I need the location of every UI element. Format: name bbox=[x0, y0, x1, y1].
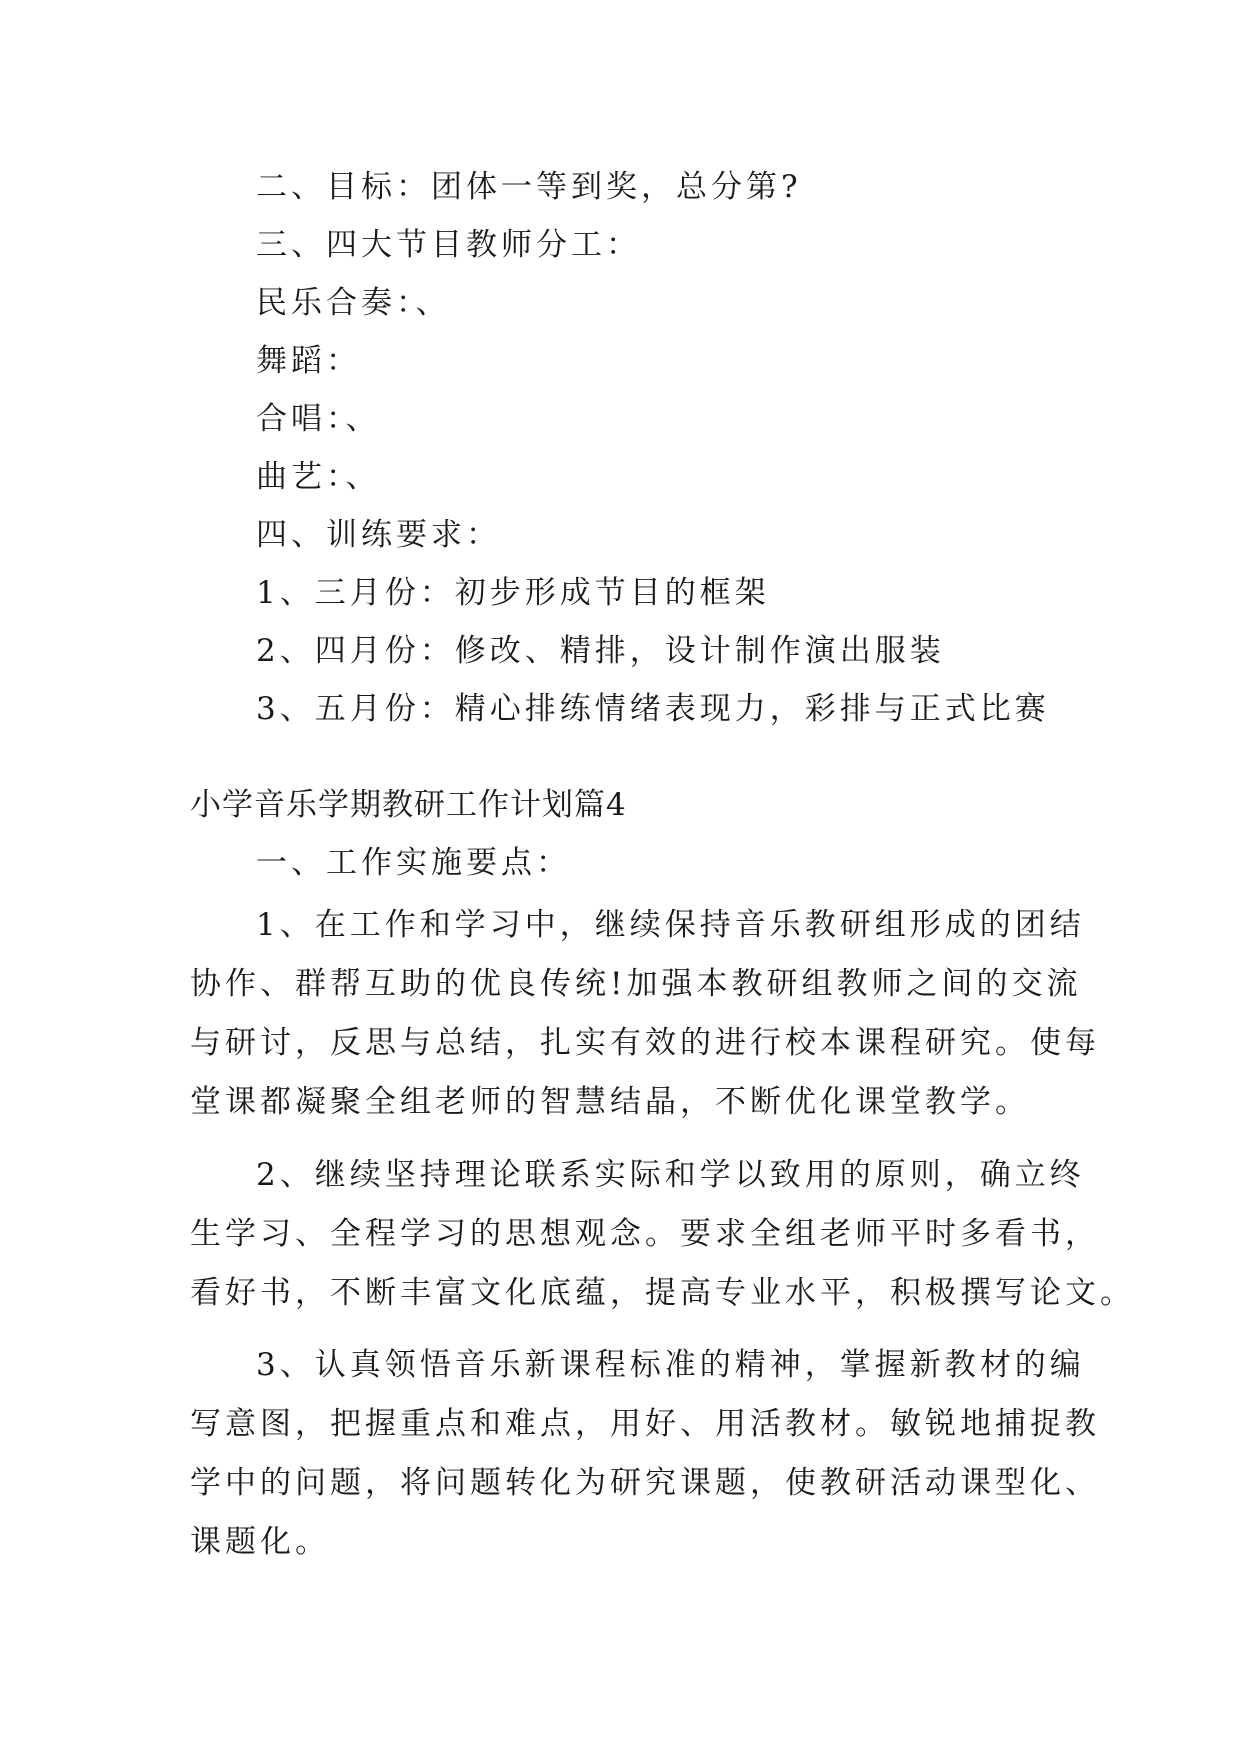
paragraph-line: 堂课都凝聚全组老师的智慧结晶，不断优化课堂教学。 bbox=[190, 1084, 1030, 1120]
paragraph-line: 1、在工作和学习中，继续保持音乐教研组形成的团结 bbox=[256, 907, 1085, 943]
training-heading: 四、训练要求： bbox=[256, 517, 501, 553]
training-item: 1、三月份：初步形成节目的框架 bbox=[256, 575, 770, 611]
division-item: 曲艺：、 bbox=[256, 459, 381, 495]
training-item: 2、四月份：修改、精排，设计制作演出服装 bbox=[256, 633, 945, 669]
division-item: 民乐合奏：、 bbox=[256, 285, 451, 321]
section-subheading: 一、工作实施要点： bbox=[256, 845, 571, 881]
division-heading: 三、四大节目教师分工： bbox=[256, 227, 641, 263]
division-item: 舞蹈： bbox=[256, 343, 361, 379]
paragraph-line: 看好书，不断丰富文化底蕴，提高专业水平，积极撰写论文。 bbox=[190, 1275, 1135, 1311]
paragraph-line: 3、认真领悟音乐新课程标准的精神，掌握新教材的编 bbox=[256, 1347, 1085, 1383]
paragraph-line: 写意图，把握重点和难点，用好、用活教材。敏锐地捕捉教 bbox=[190, 1406, 1100, 1442]
division-item: 合唱：、 bbox=[256, 401, 381, 437]
paragraph-line: 生学习、全程学习的思想观念。要求全组老师平时多看书， bbox=[190, 1216, 1100, 1252]
paragraph-line: 协作、群帮互助的优良传统!加强本教研组教师之间的交流 bbox=[190, 966, 1082, 1002]
paragraph-line: 2、继续坚持理论联系实际和学以致用的原则，确立终 bbox=[256, 1157, 1085, 1193]
paragraph-line: 与研讨，反思与总结，扎实有效的进行校本课程研究。使每 bbox=[190, 1025, 1100, 1061]
training-item: 3、五月份：精心排练情绪表现力，彩排与正式比赛 bbox=[256, 691, 1050, 727]
goal-line: 二、目标：团体一等到奖，总分第? bbox=[256, 169, 802, 205]
section-title: 小学音乐学期教研工作计划篇4 bbox=[190, 787, 627, 823]
paragraph-line: 学中的问题，将问题转化为研究课题，使教研活动课型化、 bbox=[190, 1465, 1100, 1501]
paragraph-line: 课题化。 bbox=[190, 1524, 330, 1560]
